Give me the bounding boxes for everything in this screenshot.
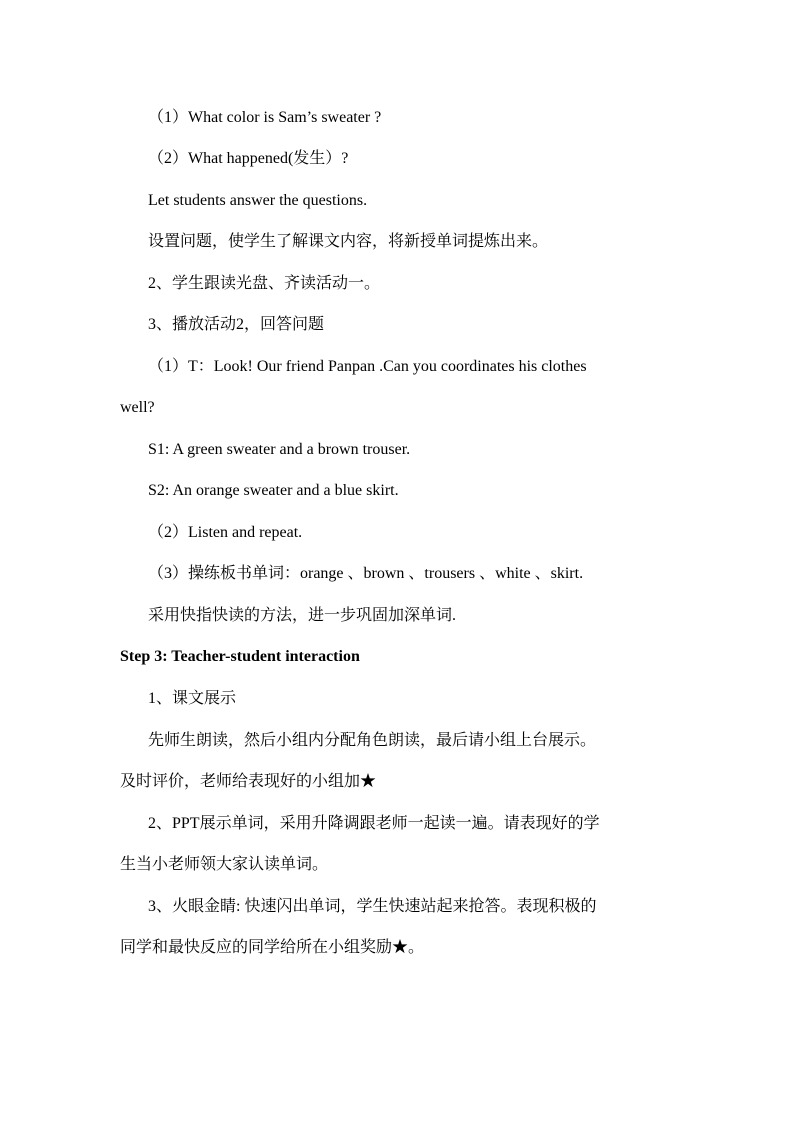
step-3-item-1: 1、课文展示	[148, 690, 237, 707]
question-1: （1）What color is Sam’s sweater ?	[148, 109, 382, 126]
step-item-2: 2、学生跟读光盘、齐读活动一。	[148, 275, 381, 292]
sub-item-2: （2）Listen and repeat.	[148, 524, 303, 541]
step-3-item-3-continued: 同学和最快反应的同学给所在小组奖励★。	[120, 939, 425, 956]
instruction-answer: Let students answer the questions.	[148, 192, 368, 209]
step-3-item-1-detail-continued: 及时评价，老师给表现好的小组加★	[120, 773, 377, 790]
step-3-item-1-detail: 先师生朗读，然后小组内分配角色朗读，最后请小组上台展示。	[148, 732, 597, 749]
sub-item-1: （1）T：Look! Our friend Panpan .Can you coordinates his clothes	[148, 358, 587, 375]
step-3-item-2-continued: 生当小老师领大家认读单词。	[120, 856, 329, 873]
dialogue-s2: S2: An orange sweater and a blue skirt.	[148, 482, 399, 499]
dialogue-s1: S1: A green sweater and a brown trouser.	[148, 441, 411, 458]
instruction-purpose: 设置问题，使学生了解课文内容，将新授单词提炼出来。	[148, 233, 549, 250]
step-item-3: 3、播放活动2，回答问题	[148, 316, 325, 333]
method-note: 采用快指快读的方法，进一步巩固加深单词.	[148, 607, 457, 624]
sub-item-3: （3）操练板书单词：orange 、brown 、trousers 、white 、skirt.	[148, 565, 584, 582]
step-3-item-2: 2、PPT展示单词，采用升降调跟老师一起读一遍。请表现好的学	[148, 815, 600, 832]
step-3-heading: Step 3: Teacher-student interaction	[120, 648, 360, 665]
question-2: （2）What happened(发生）?	[148, 150, 349, 167]
step-3-item-3: 3、火眼金睛: 快速闪出单词，学生快速站起来抢答。表现积极的	[148, 898, 597, 915]
sub-item-1-continued: well?	[120, 399, 155, 416]
